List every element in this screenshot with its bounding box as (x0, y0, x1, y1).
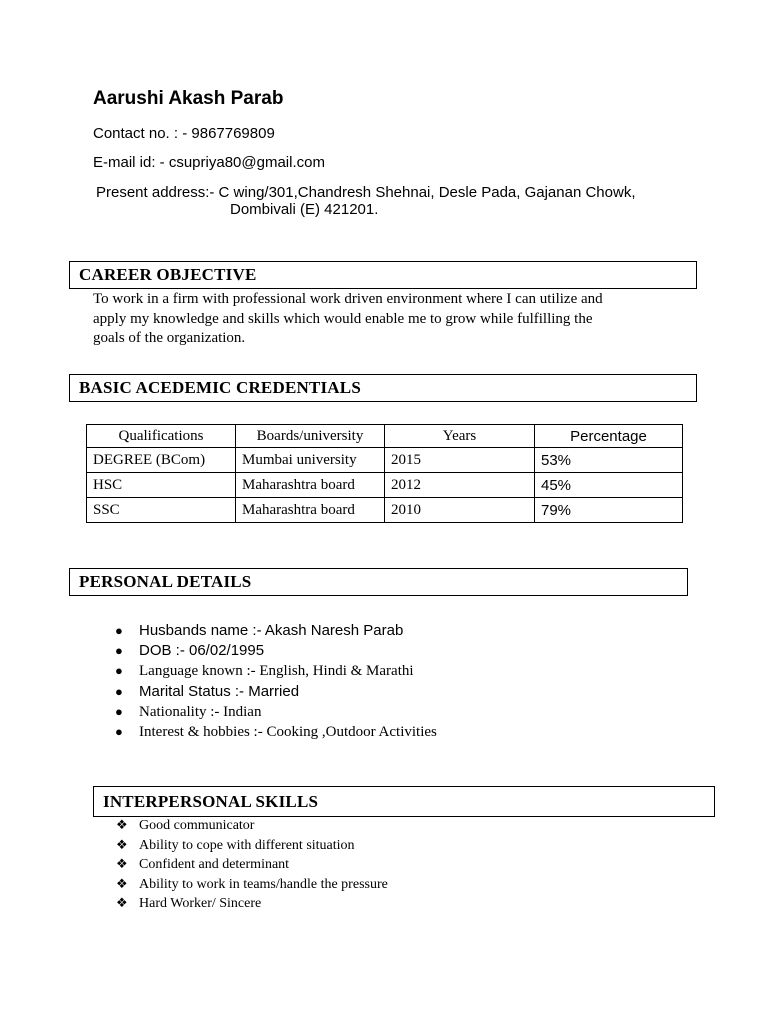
list-item-text: Language known :- English, Hindi & Marathi (139, 663, 414, 680)
career-objective-heading: CAREER OBJECTIVE (69, 261, 697, 289)
column-header: Percentage (535, 425, 683, 448)
table-cell: 2015 (385, 448, 535, 473)
address-line-2: Dombivali (E) 421201. (230, 201, 379, 218)
bullet-icon: ● (115, 723, 123, 739)
bullet-icon: ● (115, 703, 123, 719)
table-cell: SSC (87, 498, 236, 523)
personal-details-list (115, 621, 437, 742)
list-item-text: Good communicator (139, 818, 255, 833)
list-item (116, 875, 388, 895)
diamond-bullet-icon: ❖ (116, 857, 128, 872)
table-cell: Mumbai university (236, 448, 385, 473)
personal-details-heading: PERSONAL DETAILS (69, 568, 688, 596)
table-cell: 79% (535, 498, 683, 523)
column-header: Boards/university (236, 425, 385, 448)
address-line-1: Present address:- C wing/301,Chandresh Shehnai, Desle Pada, Gajanan Chowk, (96, 184, 636, 201)
list-item (115, 702, 437, 722)
list-item-text: Hard Worker/ Sincere (139, 896, 262, 911)
diamond-bullet-icon: ❖ (116, 896, 128, 911)
list-item-text: Confident and determinant (139, 857, 290, 872)
table-row (87, 473, 683, 498)
list-item (115, 641, 437, 661)
table-row (87, 448, 683, 473)
table-cell: 45% (535, 473, 683, 498)
table-cell: Maharashtra board (236, 473, 385, 498)
list-item (115, 682, 437, 702)
table-row (87, 498, 683, 523)
list-item-text: Ability to cope with different situation (139, 837, 355, 853)
list-item (115, 621, 437, 641)
bullet-icon: ● (115, 683, 123, 699)
table-cell: DEGREE (BCom) (87, 448, 236, 473)
list-item (116, 836, 388, 856)
list-item (116, 816, 388, 836)
career-objective-text (93, 290, 683, 349)
table-cell: 2012 (385, 473, 535, 498)
bullet-icon: ● (115, 663, 123, 679)
diamond-bullet-icon: ❖ (116, 837, 128, 853)
column-header: Qualifications (87, 425, 236, 448)
diamond-bullet-icon: ❖ (116, 876, 128, 892)
table-cell: 53% (535, 448, 683, 473)
list-item-text: DOB :- 06/02/1995 (139, 642, 265, 660)
email-address: E-mail id: - csupriya80@gmail.com (93, 154, 325, 171)
list-item-text: Husbands name :- Akash Naresh Parab (139, 622, 404, 639)
candidate-name: Aarushi Akash Parab (93, 88, 284, 109)
list-item-text: Marital Status :- Married (139, 682, 300, 700)
list-item (115, 661, 437, 681)
list-item-text: Ability to work in teams/handle the pressure (139, 876, 388, 892)
table-header-row (87, 425, 683, 448)
career-line: To work in a firm with professional work driven environment where I can utilize and (93, 291, 603, 307)
career-line: apply my knowledge and skills which would enable me to grow while fulfilling the (93, 310, 593, 327)
list-item (115, 722, 437, 742)
interpersonal-skills-heading: INTERPERSONAL SKILLS (93, 786, 715, 817)
bullet-icon: ● (115, 623, 123, 638)
academic-credentials-table (86, 424, 683, 523)
career-line: goals of the organization. (93, 330, 246, 346)
table-cell: Maharashtra board (236, 498, 385, 523)
list-item-text: Nationality :- Indian (139, 703, 262, 720)
bullet-icon: ● (115, 643, 123, 659)
list-item (116, 894, 388, 914)
column-header: Years (385, 425, 535, 448)
list-item (116, 855, 388, 875)
contact-number: Contact no. : - 9867769809 (93, 125, 275, 142)
list-item-text: Interest & hobbies :- Cooking ,Outdoor Activities (139, 723, 437, 740)
diamond-bullet-icon: ❖ (116, 818, 128, 833)
academic-credentials-heading: BASIC ACEDEMIC CREDENTIALS (69, 374, 697, 402)
interpersonal-skills-list (116, 816, 388, 914)
table-cell: 2010 (385, 498, 535, 523)
table-cell: HSC (87, 473, 236, 498)
